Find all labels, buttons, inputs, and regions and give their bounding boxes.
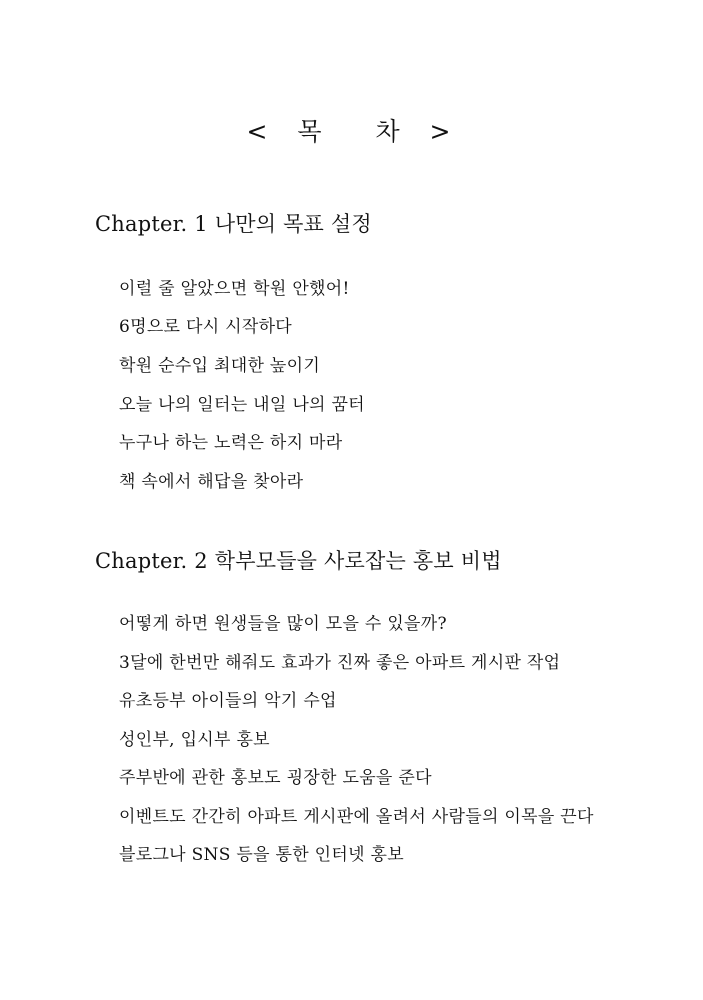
toc-item: 이럴 줄 알았으면 학원 안했어! xyxy=(119,279,350,299)
toc-item: 유초등부 아이들의 악기 수업 xyxy=(119,691,337,711)
chapter-heading: Chapter. 1 나만의 목표 설정 xyxy=(95,212,372,236)
toc-item: 성인부, 입시부 홍보 xyxy=(119,730,270,750)
chapter-section-1 xyxy=(95,209,675,492)
toc-item: 주부반에 관한 홍보도 굉장한 도움을 준다 xyxy=(119,768,432,788)
chapter-heading: Chapter. 2 학부모들을 사로잡는 홍보 비법 xyxy=(95,549,502,573)
toc-item: 어떻게 하면 원생들을 많이 모을 수 있을까? xyxy=(119,614,447,634)
toc-item: 누구나 하는 노력은 하지 마라 xyxy=(119,433,343,453)
toc-item: 3달에 한번만 해줘도 효과가 진짜 좋은 아파트 게시판 작업 xyxy=(119,653,561,673)
toc-item: 블로그나 SNS 등을 통한 인터넷 홍보 xyxy=(119,845,404,865)
toc-item: 6명으로 다시 시작하다 xyxy=(119,317,293,337)
toc-title: < 목 차 > xyxy=(246,117,457,146)
toc-item: 오늘 나의 일터는 내일 나의 꿈터 xyxy=(119,395,365,415)
toc-item: 학원 순수입 최대한 높이기 xyxy=(119,356,321,376)
toc-item: 책 속에서 해답을 찾아라 xyxy=(119,472,304,492)
chapter-section-2 xyxy=(95,546,675,865)
toc-item: 이벤트도 간간히 아파트 게시판에 올려서 사람들의 이목을 끈다 xyxy=(119,807,594,827)
